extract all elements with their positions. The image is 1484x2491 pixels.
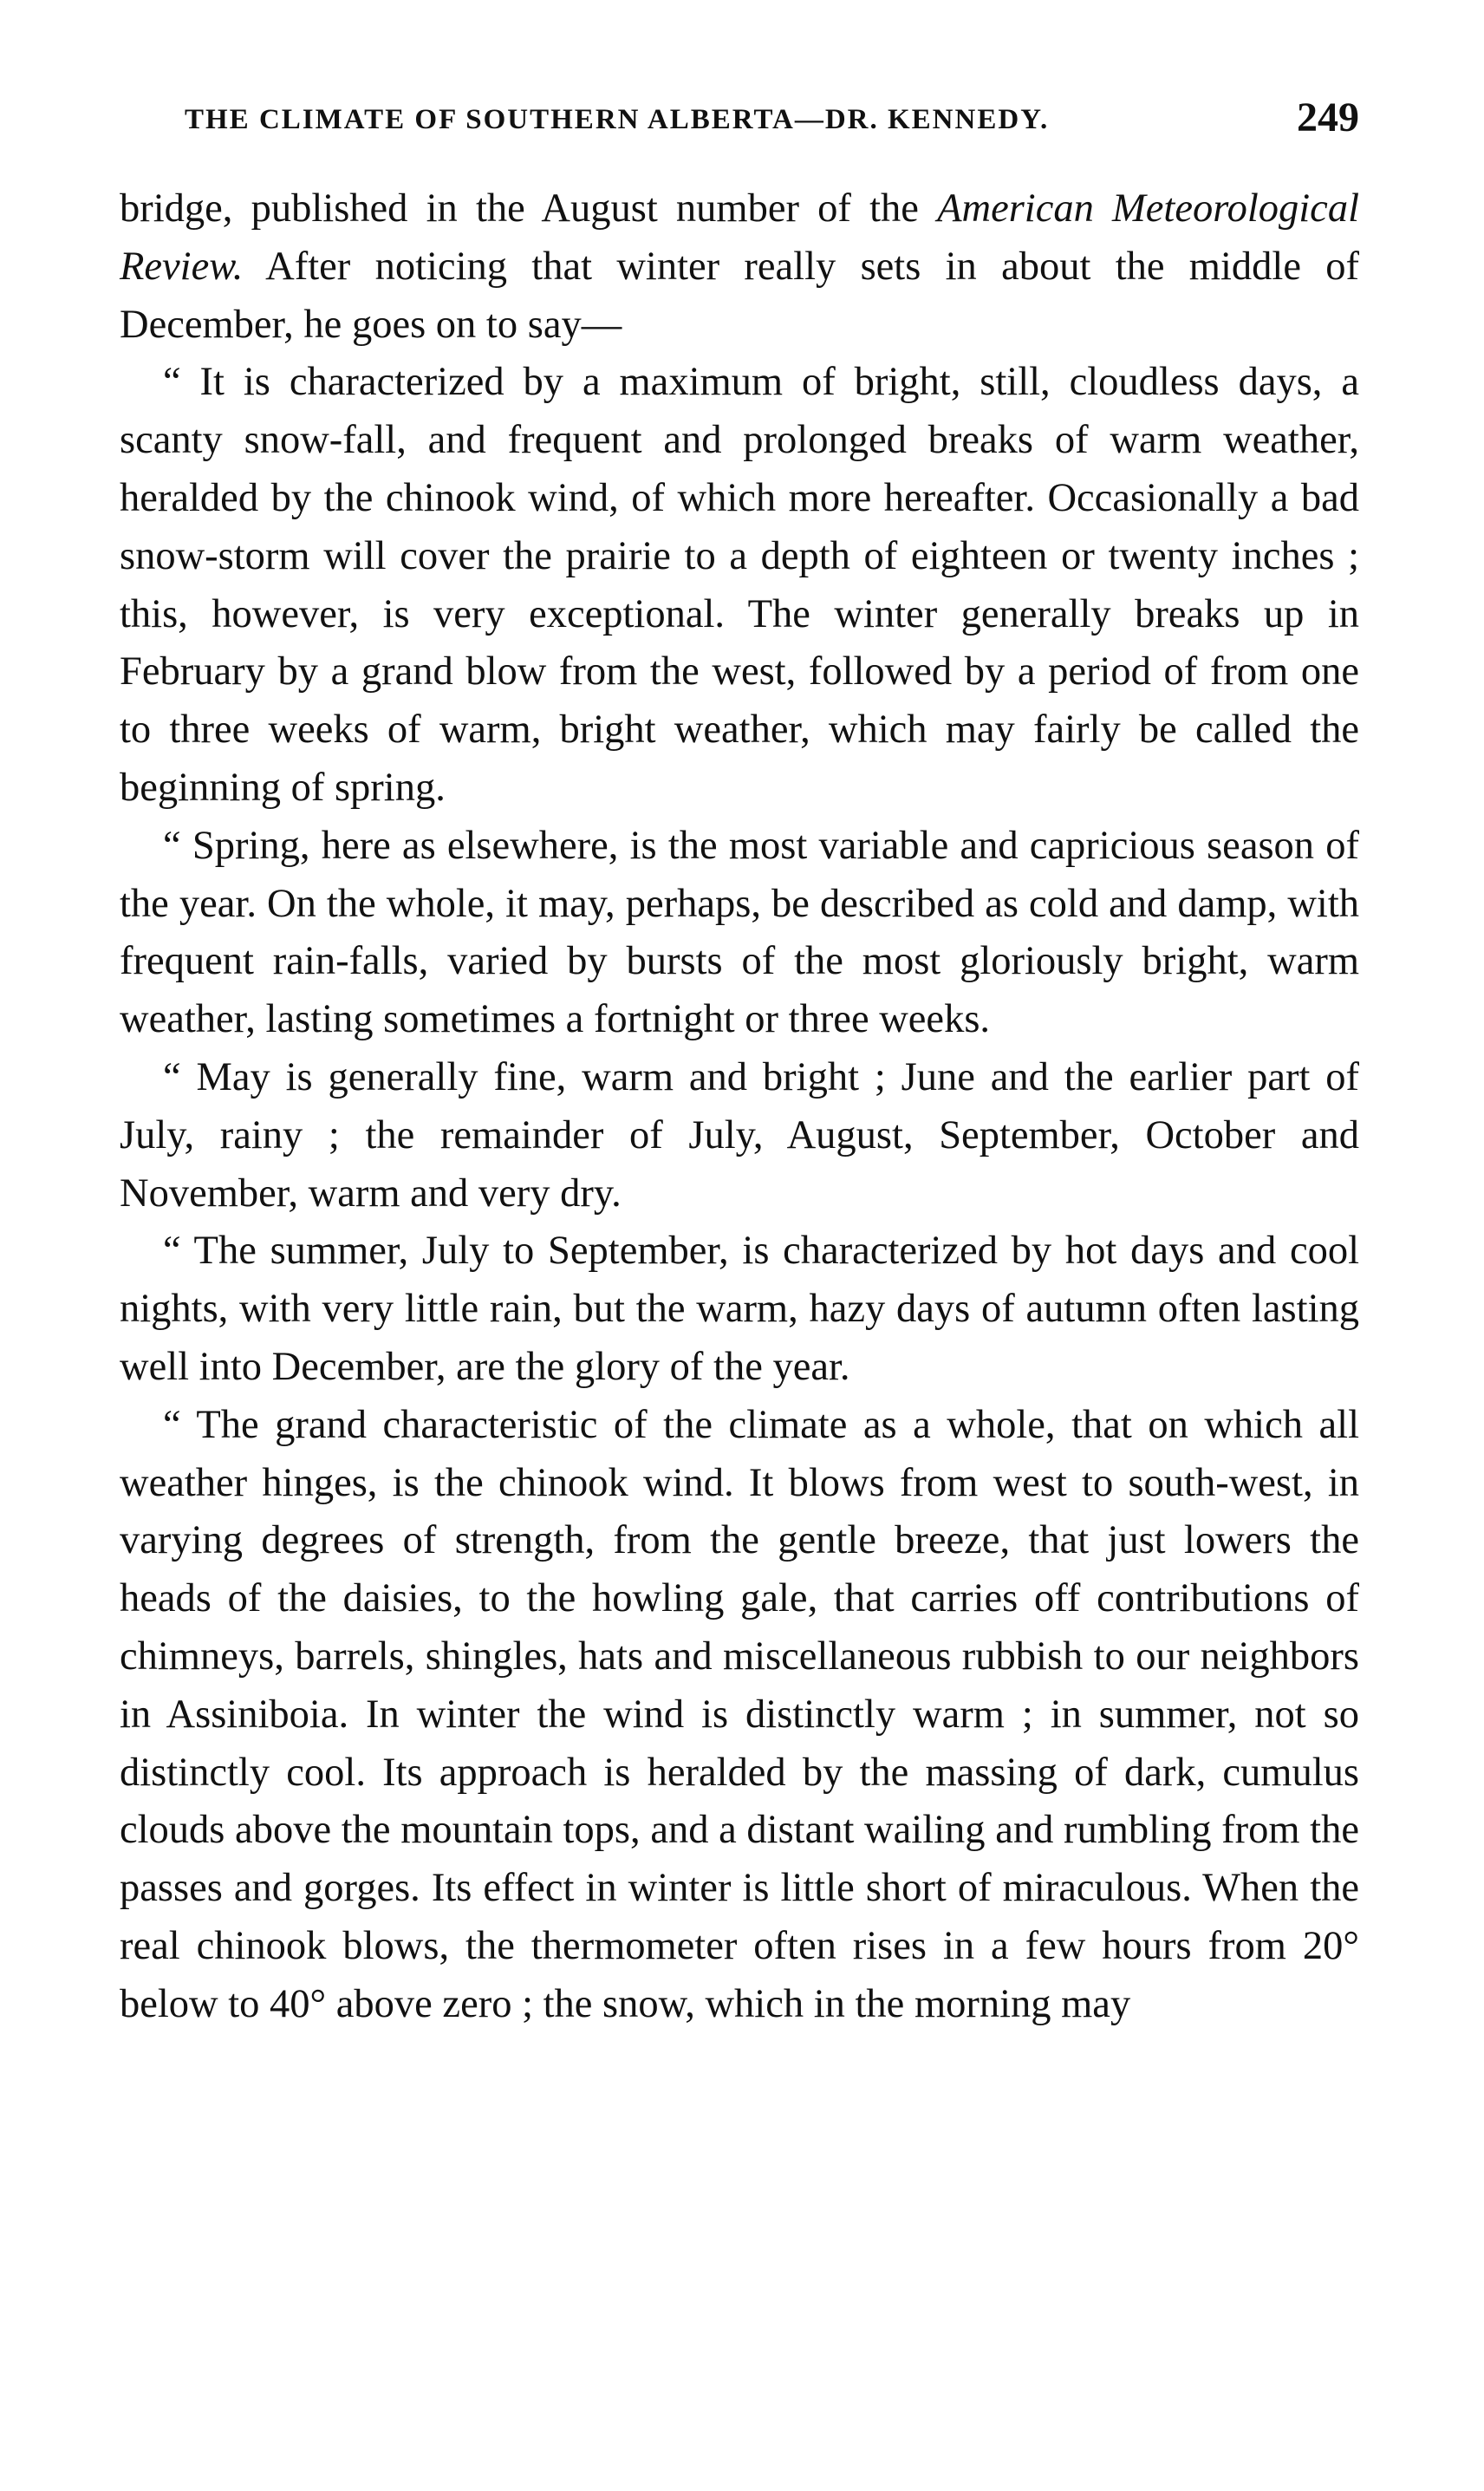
paragraph-1-text-start: bridge, published in the August number of the [120, 186, 938, 231]
page-number: 249 [1297, 95, 1359, 140]
paragraph-4: “ May is generally fine, warm and bright ; June and the earlier part of July, rainy ; the remainder of July, August, September, October and November, warm and very dry. [120, 1054, 1359, 1216]
journal-title: American Meteorological Review. [120, 186, 1359, 289]
paragraph-6: “ The grand characteristic of the climate as a whole, that on which all weather hinges, is the chinook wind. It blows from west to south-west, in varying degrees of strength, from the gentle breeze, that just lowers the heads of the daisies, to the howling gale, that carries off contributions of chimneys, barrels, shingles, hats and miscellaneous rubbish to our neighbors in Assiniboia. In winter the wind is distinctly warm ; in summer, not so distinctly cool. Its approach is heralded by the massing of dark, cumulus clouds above the mountain tops, and a distant wailing and rumbling from the passes and gorges. Its effect in winter is little short of miraculous. When the real chinook blows, the thermometer often rises in a few hours from 20° below to 40° above zero ; the snow, which in the morning may [120, 1402, 1359, 2026]
paragraph-1 [120, 180, 1359, 354]
paragraph-2: “ It is characterized by a maximum of bright, still, cloudless days, a scanty snow-fall, and frequent and prolonged breaks of warm weather, heralded by the chinook wind, of which more hereafter. Occasionally a bad snow-storm will cover the prairie to a depth of eighteen or twenty inches ; this, however, is very exceptional. The winter generally breaks up in February by a grand blow from the west, followed by a period of from one to three weeks of warm, bright weather, which may fairly be called the beginning of spring. [120, 360, 1359, 810]
paragraph-3: “ Spring, here as elsewhere, is the most variable and capricious season of the year. On the whole, it may, perhaps, be described as cold and damp, with frequent rain-falls, varied by bursts of the most gloriously bright, warm weather, lasting sometimes a fortnight or three weeks. [120, 823, 1359, 1042]
book-page [120, 87, 1359, 2034]
running-header [120, 87, 1359, 156]
body-text [120, 180, 1359, 2034]
paragraph-1-text-end: After noticing that winter really sets in about the middle of December, he goes on to say— [120, 244, 1359, 347]
paragraph-5: “ The summer, July to September, is characterized by hot days and cool nights, with very little rain, but the warm, hazy days of autumn often lasting well into December, are the glory of the year. [120, 1229, 1359, 1389]
running-title: THE CLIMATE OF SOUTHERN ALBERTA—DR. KENNEDY. [185, 104, 1050, 135]
